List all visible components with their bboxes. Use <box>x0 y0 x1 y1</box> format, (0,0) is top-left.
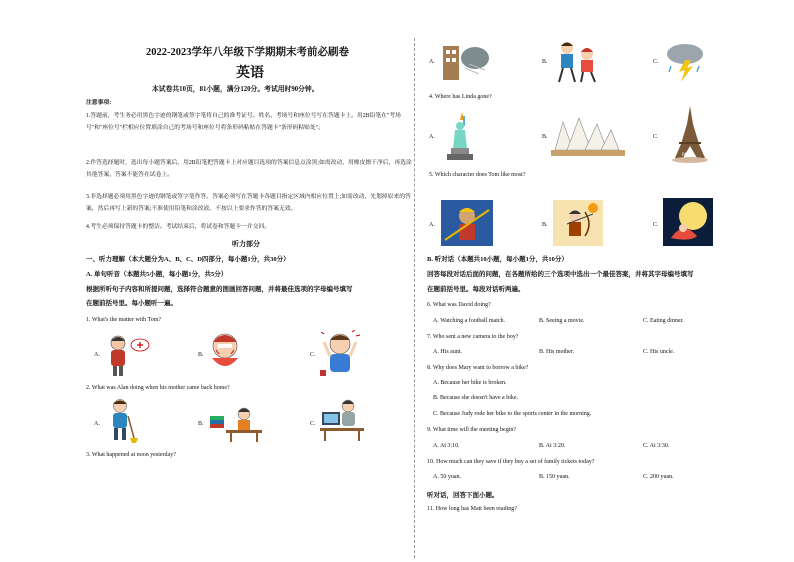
q10-option-a: A. 50 yuan. <box>433 474 461 480</box>
q4-option-b-label: B. <box>542 134 548 140</box>
q7-option-b: B. His mother. <box>539 349 575 355</box>
question-2: 2. What was Alan doing when his mother came back home? <box>86 385 230 391</box>
right-column <box>417 0 794 562</box>
exam-title: 2022-2023学年八年级下学期期末考前必刷卷 <box>146 47 349 58</box>
question-4: 4. Where has Linda gone? <box>429 94 492 100</box>
note-4: 4.考生必须保持答题卡的整洁。考试结束后，将试卷和答题卡一并交回。 <box>86 224 271 230</box>
computer-boy-image <box>318 398 366 442</box>
notes-heading: 注意事项: <box>86 100 112 106</box>
subject-title: 英语 <box>236 66 264 81</box>
part-a-instr-2: 在题前括号里。每小题听一遍。 <box>86 300 177 307</box>
part-a-heading: A. 单句听音（本题共5小题，每小题1分，共5分） <box>86 271 228 278</box>
eiffel-tower-image <box>669 104 711 164</box>
q3-option-b-label: B. <box>542 59 548 65</box>
question-9: 9. What time will the meeting begin? <box>427 427 517 433</box>
q10-option-c: C. 200 yuan. <box>643 474 674 480</box>
section-1-heading: 一、听力理解（本大题分为A、B、C、D四部分，每小题1分，共30分） <box>86 256 290 263</box>
q8-option-a: A. Because her bike is broken. <box>433 380 507 386</box>
question-1: 1. What's the matter with Tom? <box>86 317 162 323</box>
question-5: 5. Which character does Tom like most? <box>429 172 526 178</box>
windy-people-image <box>553 38 599 84</box>
thunderstorm-image <box>663 40 707 82</box>
question-11: 11. How long has Matt been reading? <box>427 506 517 512</box>
q5-option-a-label: A. <box>429 222 435 228</box>
part-title: 听力部分 <box>232 240 260 248</box>
q2-option-b-label: B. <box>198 421 204 427</box>
q3-option-c-label: C. <box>653 59 659 65</box>
column-divider <box>414 38 415 558</box>
q3-option-a-label: A. <box>429 59 435 65</box>
note-1: 1.答题前，考生务必用黑色字迹的钢笔或签字笔将自己的准考证号、姓名、考场号和座位号写在答题卡上。用2B铅笔在"考场号"和"座位号"栏相应位置填涂自己的考场号和座位号将条形码粘贴在答题卡"条形码粘贴处"。 <box>86 113 401 131</box>
note-3: 3.非选择题必须用黑色字迹的钢笔或签字笔作答，答案必须写在答题卡各题目指定区域内相应位置上;如需改动，先划掉原来的答案，然后再写上新的答案;不准使用铅笔和涂改液。不按以上要求作答的答案无效。 <box>86 194 411 212</box>
q6-option-a: A. Watching a football match. <box>433 318 506 324</box>
monkey-king-image <box>441 200 493 246</box>
part-b-heading: B. 听对话（本题共10小题，每小题1分，共10分） <box>427 256 568 263</box>
exam-info: 本试卷共10页，81小题，满分120分。考试用时90分钟。 <box>152 86 319 93</box>
q8-option-c: C. Because Judy rode her bike to the sports center in the morning. <box>433 411 592 417</box>
question-7: 7. Who sent a new camera to the boy? <box>427 334 519 340</box>
sick-boy-image <box>104 333 152 377</box>
storm-building-image <box>439 40 491 82</box>
sweeping-boy-image <box>104 398 140 444</box>
passage-note: 听对话，回答下面小题。 <box>427 492 499 499</box>
question-6: 6. What was David doing? <box>427 302 491 308</box>
q4-option-a-label: A. <box>429 134 435 140</box>
toothache-image <box>206 330 244 374</box>
svg-text:PARIS: PARIS <box>682 152 694 157</box>
q2-option-c-label: C. <box>310 421 316 427</box>
part-b-instr-2: 在题前括号里。每段对话听两遍。 <box>427 286 525 293</box>
archer-image <box>553 200 603 246</box>
note-2: 2.作答选择题时，选出每小题答案后，用2B铅笔把答题卡上对应题目选项的答案信息点涂黑;如需改动，用橡皮擦干净后，再选涂其他答案，答案不能答在试卷上。 <box>86 160 412 178</box>
q6-option-c: C. Eating dinner. <box>643 318 684 324</box>
q1-option-c-label: C. <box>310 352 316 358</box>
q9-option-a: A. At 3:10. <box>433 443 460 449</box>
q7-option-c: C. His uncle. <box>643 349 675 355</box>
part-a-instr-1: 根据所听句子内容和所提问题，选择符合题意的图画回答问题，并将最佳选项的字母编号填写 <box>86 286 353 293</box>
question-8: 8. Why does Mary want to borrow a bike? <box>427 365 529 371</box>
q9-option-b: B. At 3:20. <box>539 443 566 449</box>
headache-image <box>318 330 362 378</box>
q1-option-a-label: A. <box>94 352 100 358</box>
question-10: 10. How much can they save if they buy a set of family tickets today? <box>427 459 595 465</box>
sydney-opera-house-image <box>551 112 625 158</box>
statue-of-liberty-image <box>443 108 481 162</box>
q2-option-a-label: A. <box>94 421 100 427</box>
q1-option-b-label: B. <box>198 352 204 358</box>
q10-option-b: B. 150 yuan. <box>539 474 570 480</box>
moon-fairy-image <box>663 198 713 246</box>
q5-option-c-label: C. <box>653 222 659 228</box>
q4-option-c-label: C. <box>653 134 659 140</box>
q8-option-b: B. Because she doesn't have a bike. <box>433 395 519 401</box>
part-b-instr-1: 回答每段对话后面的问题，在各题所给的三个选项中选出一个最佳答案，并将其字母编号填写 <box>427 271 694 278</box>
question-3: 3. What happened at noon yesterday? <box>86 452 176 458</box>
q5-option-b-label: B. <box>542 222 548 228</box>
homework-boy-image <box>208 402 264 442</box>
q9-option-c: C. At 3:30. <box>643 443 670 449</box>
q7-option-a: A. His aunt. <box>433 349 462 355</box>
q6-option-b: B. Seeing a movie. <box>539 318 585 324</box>
